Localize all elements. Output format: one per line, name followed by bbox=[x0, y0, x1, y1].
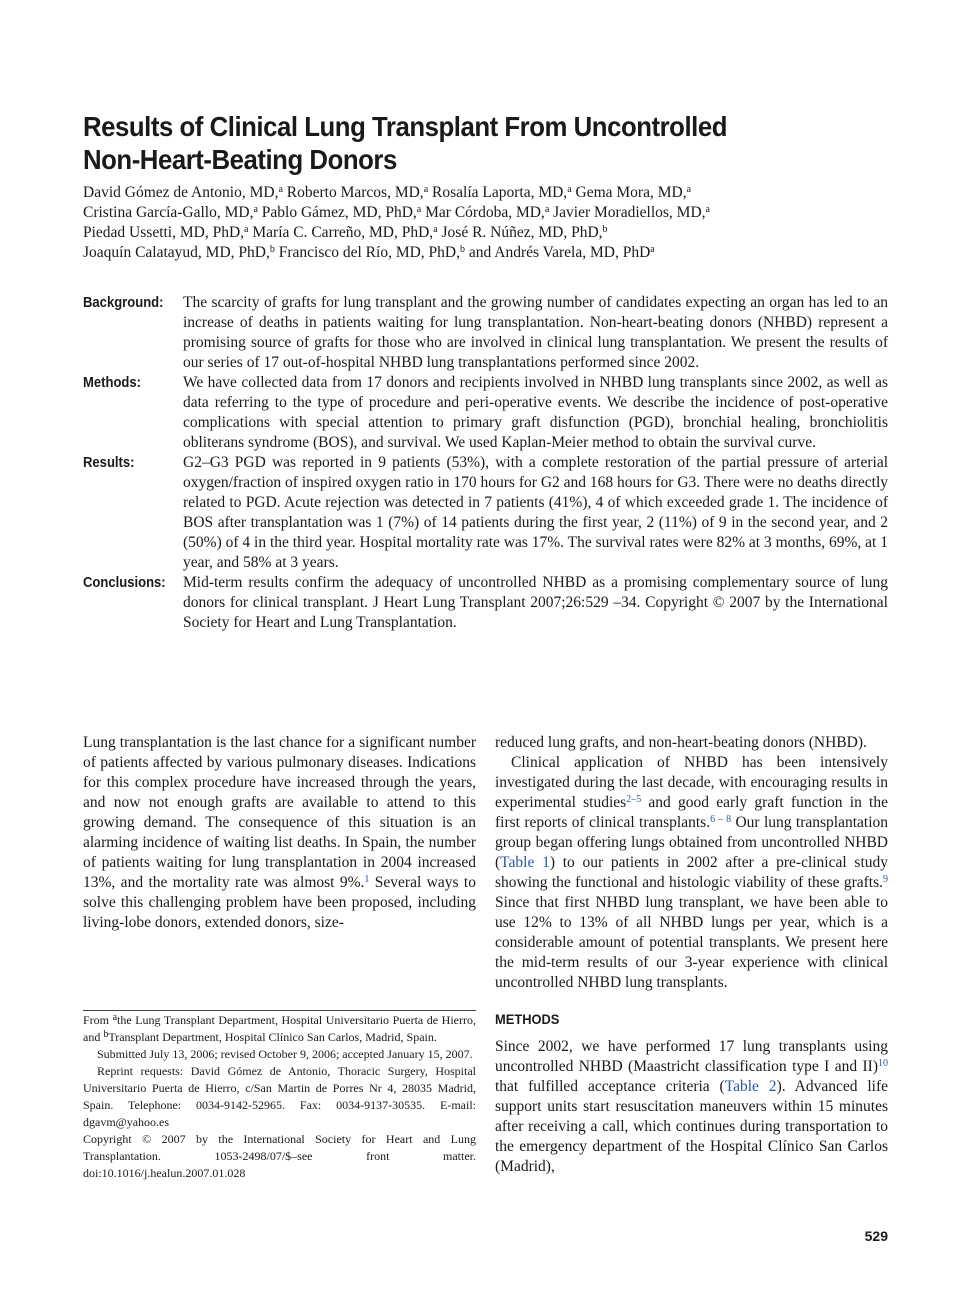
abstract-results bbox=[83, 453, 888, 573]
author-affiliation-mark: b bbox=[460, 244, 465, 255]
citation-link[interactable]: 9 bbox=[883, 874, 888, 885]
title-line-2: Non-Heart-Beating Donors bbox=[83, 144, 397, 175]
methods-heading: METHODS bbox=[495, 1011, 560, 1027]
author-name: Pablo Gámez, MD, PhD, bbox=[261, 204, 417, 221]
author-affiliation-mark: a bbox=[650, 244, 655, 255]
intro-paragraph bbox=[83, 733, 476, 933]
author-affiliation-mark: a bbox=[544, 204, 550, 215]
affiliation-text-c: Transplant Department, Hospital Clínico San Carlos, Madrid, Spain. bbox=[108, 1030, 437, 1044]
abstract-methods bbox=[83, 373, 888, 453]
table-2-link[interactable]: Table 2 bbox=[724, 1078, 777, 1095]
background-text: The scarcity of grafts for lung transplant and the growing number of candidates expecting an organ has led to an increase of deaths in patients waiting for lung transplantation. Non-heart-beating donors (NHBD) represent a promising source of grafts for those who are involved in clinical lung transplantation. We present the results of our series of 17 out-of-hospital NHBD lung transplantations performed since 2002. bbox=[183, 294, 888, 371]
nhbd-text-d: ) to our patients in 2002 after a pre-clinical study showing the functional and histologic viability of these grafts. bbox=[495, 854, 888, 891]
author-name: Mar Córdoba, MD, bbox=[425, 204, 545, 221]
author-affiliation-mark: a bbox=[686, 184, 692, 195]
body-column-right bbox=[495, 733, 888, 1177]
affiliations-note bbox=[83, 1012, 476, 1046]
copyright-note: Copyright © 2007 by the International Society for Heart and Lung Transplantation. 1053-2498/07/$–see front matter. doi:10.1016/j.healun.2007.01.028 bbox=[83, 1132, 476, 1180]
author-affiliation-mark: a bbox=[278, 184, 283, 195]
author-affiliation-mark: a bbox=[244, 224, 249, 235]
author-affiliation-mark: a bbox=[567, 184, 572, 195]
author-affiliation-mark: a bbox=[416, 204, 422, 215]
methods-text-b: that fulfilled acceptance criteria ( bbox=[495, 1078, 725, 1095]
author-affiliation-mark: b bbox=[602, 224, 608, 235]
article-title bbox=[83, 110, 819, 176]
title-line-1: Results of Clinical Lung Transplant From Uncontrolled bbox=[83, 111, 727, 142]
author-affiliation-mark: a bbox=[705, 204, 710, 215]
nhbd-text-b: and good early graft function in the first reports of clinical transplants. bbox=[495, 794, 888, 831]
author-affiliation-mark: a bbox=[423, 184, 429, 195]
citation-link[interactable]: 10 bbox=[878, 1058, 888, 1069]
author-affiliation-mark: a bbox=[253, 204, 258, 215]
abstract-background bbox=[83, 293, 888, 373]
author-name: and Andrés Varela, MD, PhD bbox=[468, 244, 651, 261]
author-name: Javier Moradiellos, MD, bbox=[553, 204, 706, 221]
author-name: Francisco del Río, MD, PhD, bbox=[278, 244, 460, 261]
nhbd-text-a: Clinical application of NHBD has been intensively investigated during the last decade, with encouraging results in experimental studies bbox=[495, 754, 888, 811]
author-name: Gema Mora, MD, bbox=[575, 184, 687, 201]
citation-link[interactable]: 1 bbox=[364, 874, 370, 885]
nhbd-paragraph bbox=[495, 753, 888, 993]
intro-text-a: Lung transplantation is the last chance for a significant number of patients affected by various pulmonary diseases. Indications for this complex procedure have increased through the years, and now not enough grafts are available to attend to this growing demand. The consequence of this situation is an alarming incidence of waiting list deaths. In Spain, the number of patients waiting for lung transplantation in 2004 increased 13%, and the mortality rate was almost 9%. bbox=[83, 734, 476, 891]
footnote-divider bbox=[83, 1010, 476, 1011]
intro-continuation: reduced lung grafts, and non-heart-beating donors (NHBD). bbox=[495, 734, 867, 751]
author-affiliation-mark: b bbox=[269, 244, 275, 255]
affiliation-sup-a: a bbox=[112, 1012, 118, 1023]
citation-link[interactable]: 6 – 8 bbox=[710, 814, 732, 825]
submission-dates: Submitted July 13, 2006; revised October 9, 2006; accepted January 15, 2007. bbox=[97, 1047, 473, 1061]
methods-text-a: Since 2002, we have performed 17 lung transplants using uncontrolled NHBD (Maastricht classification type I and II) bbox=[495, 1038, 888, 1075]
table-1-link[interactable]: Table 1 bbox=[500, 854, 550, 871]
nhbd-text-c: Our lung transplantation group began offering lungs obtained from uncontrolled NHBD ( bbox=[495, 814, 889, 871]
author-name: José R. Núñez, MD, PhD, bbox=[441, 224, 603, 241]
author-name: David Gómez de Antonio, MD, bbox=[83, 184, 279, 201]
reprint-requests: Reprint requests: David Gómez de Antonio, Thoracic Surgery, Hospital Universitario Puerta de Hierro, c/San Martin de Porres Nr 4, 28035 Madrid, Spain. Telephone: 0034-9142-52965. Fax: 0034-9137-30535. E-mail: dgavm@yahoo.es bbox=[83, 1064, 476, 1129]
author-name: María C. Carreño, MD, PhD, bbox=[252, 224, 434, 241]
affiliation-text-b: the Lung Transplant Department, Hospital Universitario Puerta de Hierro, and bbox=[83, 1013, 476, 1044]
results-label: Results: bbox=[83, 455, 135, 471]
conclusions-text: Mid-term results confirm the adequacy of uncontrolled NHBD as a promising complementary source of lung donors for clinical transplant. J Heart Lung Transplant 2007;26:529 –34. Copyright © 2007 by the International Society for Heart and Lung Transplantation. bbox=[183, 574, 888, 631]
intro-text-b: Several ways to solve this challenging problem have been proposed, including living-lobe donors, extended donors, size- bbox=[83, 874, 476, 931]
methods-label: Methods: bbox=[83, 375, 141, 391]
footnotes bbox=[83, 1012, 476, 1182]
abstract-conclusions bbox=[83, 573, 888, 633]
body-column-left bbox=[83, 733, 476, 933]
background-label: Background: bbox=[83, 295, 164, 311]
nhbd-text-e: Since that first NHBD lung transplant, we have been able to use 12% to 13% of all NHBD lungs per year, which is a considerable amount of potential transplants. We present here the mid-term results of our 3-year experience with clinical uncontrolled NHBD lung transplants. bbox=[495, 894, 888, 991]
author-name: Piedad Ussetti, MD, PhD, bbox=[83, 224, 245, 241]
author-name: Roberto Marcos, MD, bbox=[286, 184, 424, 201]
affiliation-text-a: From bbox=[83, 1013, 113, 1027]
author-list bbox=[83, 183, 903, 263]
methods-paragraph bbox=[495, 1037, 888, 1177]
affiliation-sup-b: b bbox=[103, 1029, 109, 1040]
results-text: G2–G3 PGD was reported in 9 patients (53%), with a complete restoration of the partial pressure of arterial oxygen/fraction of inspired oxygen ratio in 170 hours for G2 and 168 hours for G3. There were no deaths directly related to PGD. Acute rejection was detected in 7 patients (41%), 4 of which exceeded grade 1. The incidence of BOS after transplantation was 1 (7%) of 14 patients during the first year, 2 (11%) of 9 in the second year, and 2 (50%) of 4 in the third year. Hospital mortality rate was 17%. The survival rates were 82% at 3 months, 69%, at 1 year, and 58% at 3 years. bbox=[183, 454, 888, 571]
methods-text-c: ). Advanced life support units start resuscitation maneuvers within 15 minutes after receiving a call, which continues during transportation to the emergency department of the Hospital Clínico San Carlos (Madrid), bbox=[495, 1078, 888, 1175]
conclusions-label: Conclusions: bbox=[83, 575, 166, 591]
abstract bbox=[83, 293, 888, 633]
methods-text: We have collected data from 17 donors and recipients involved in NHBD lung transplants since 2002, as well as data referring to the type of procedure and peri-operative events. We describe the incidence of post-operative complications with special attention to primary graft disfunction (PGD), bronchial healing, bronchiolitis obliterans syndrome (BOS), and survival. We used Kaplan-Meier method to obtain the survival curve. bbox=[183, 374, 888, 451]
author-affiliation-mark: a bbox=[433, 224, 438, 235]
citation-link[interactable]: 2–5 bbox=[626, 794, 642, 805]
author-name: Rosalía Laporta, MD, bbox=[432, 184, 568, 201]
author-name: Cristina García-Gallo, MD, bbox=[83, 204, 254, 221]
author-name: Joaquín Calatayud, MD, PhD, bbox=[83, 244, 270, 261]
page-number: 529 bbox=[864, 1228, 888, 1244]
